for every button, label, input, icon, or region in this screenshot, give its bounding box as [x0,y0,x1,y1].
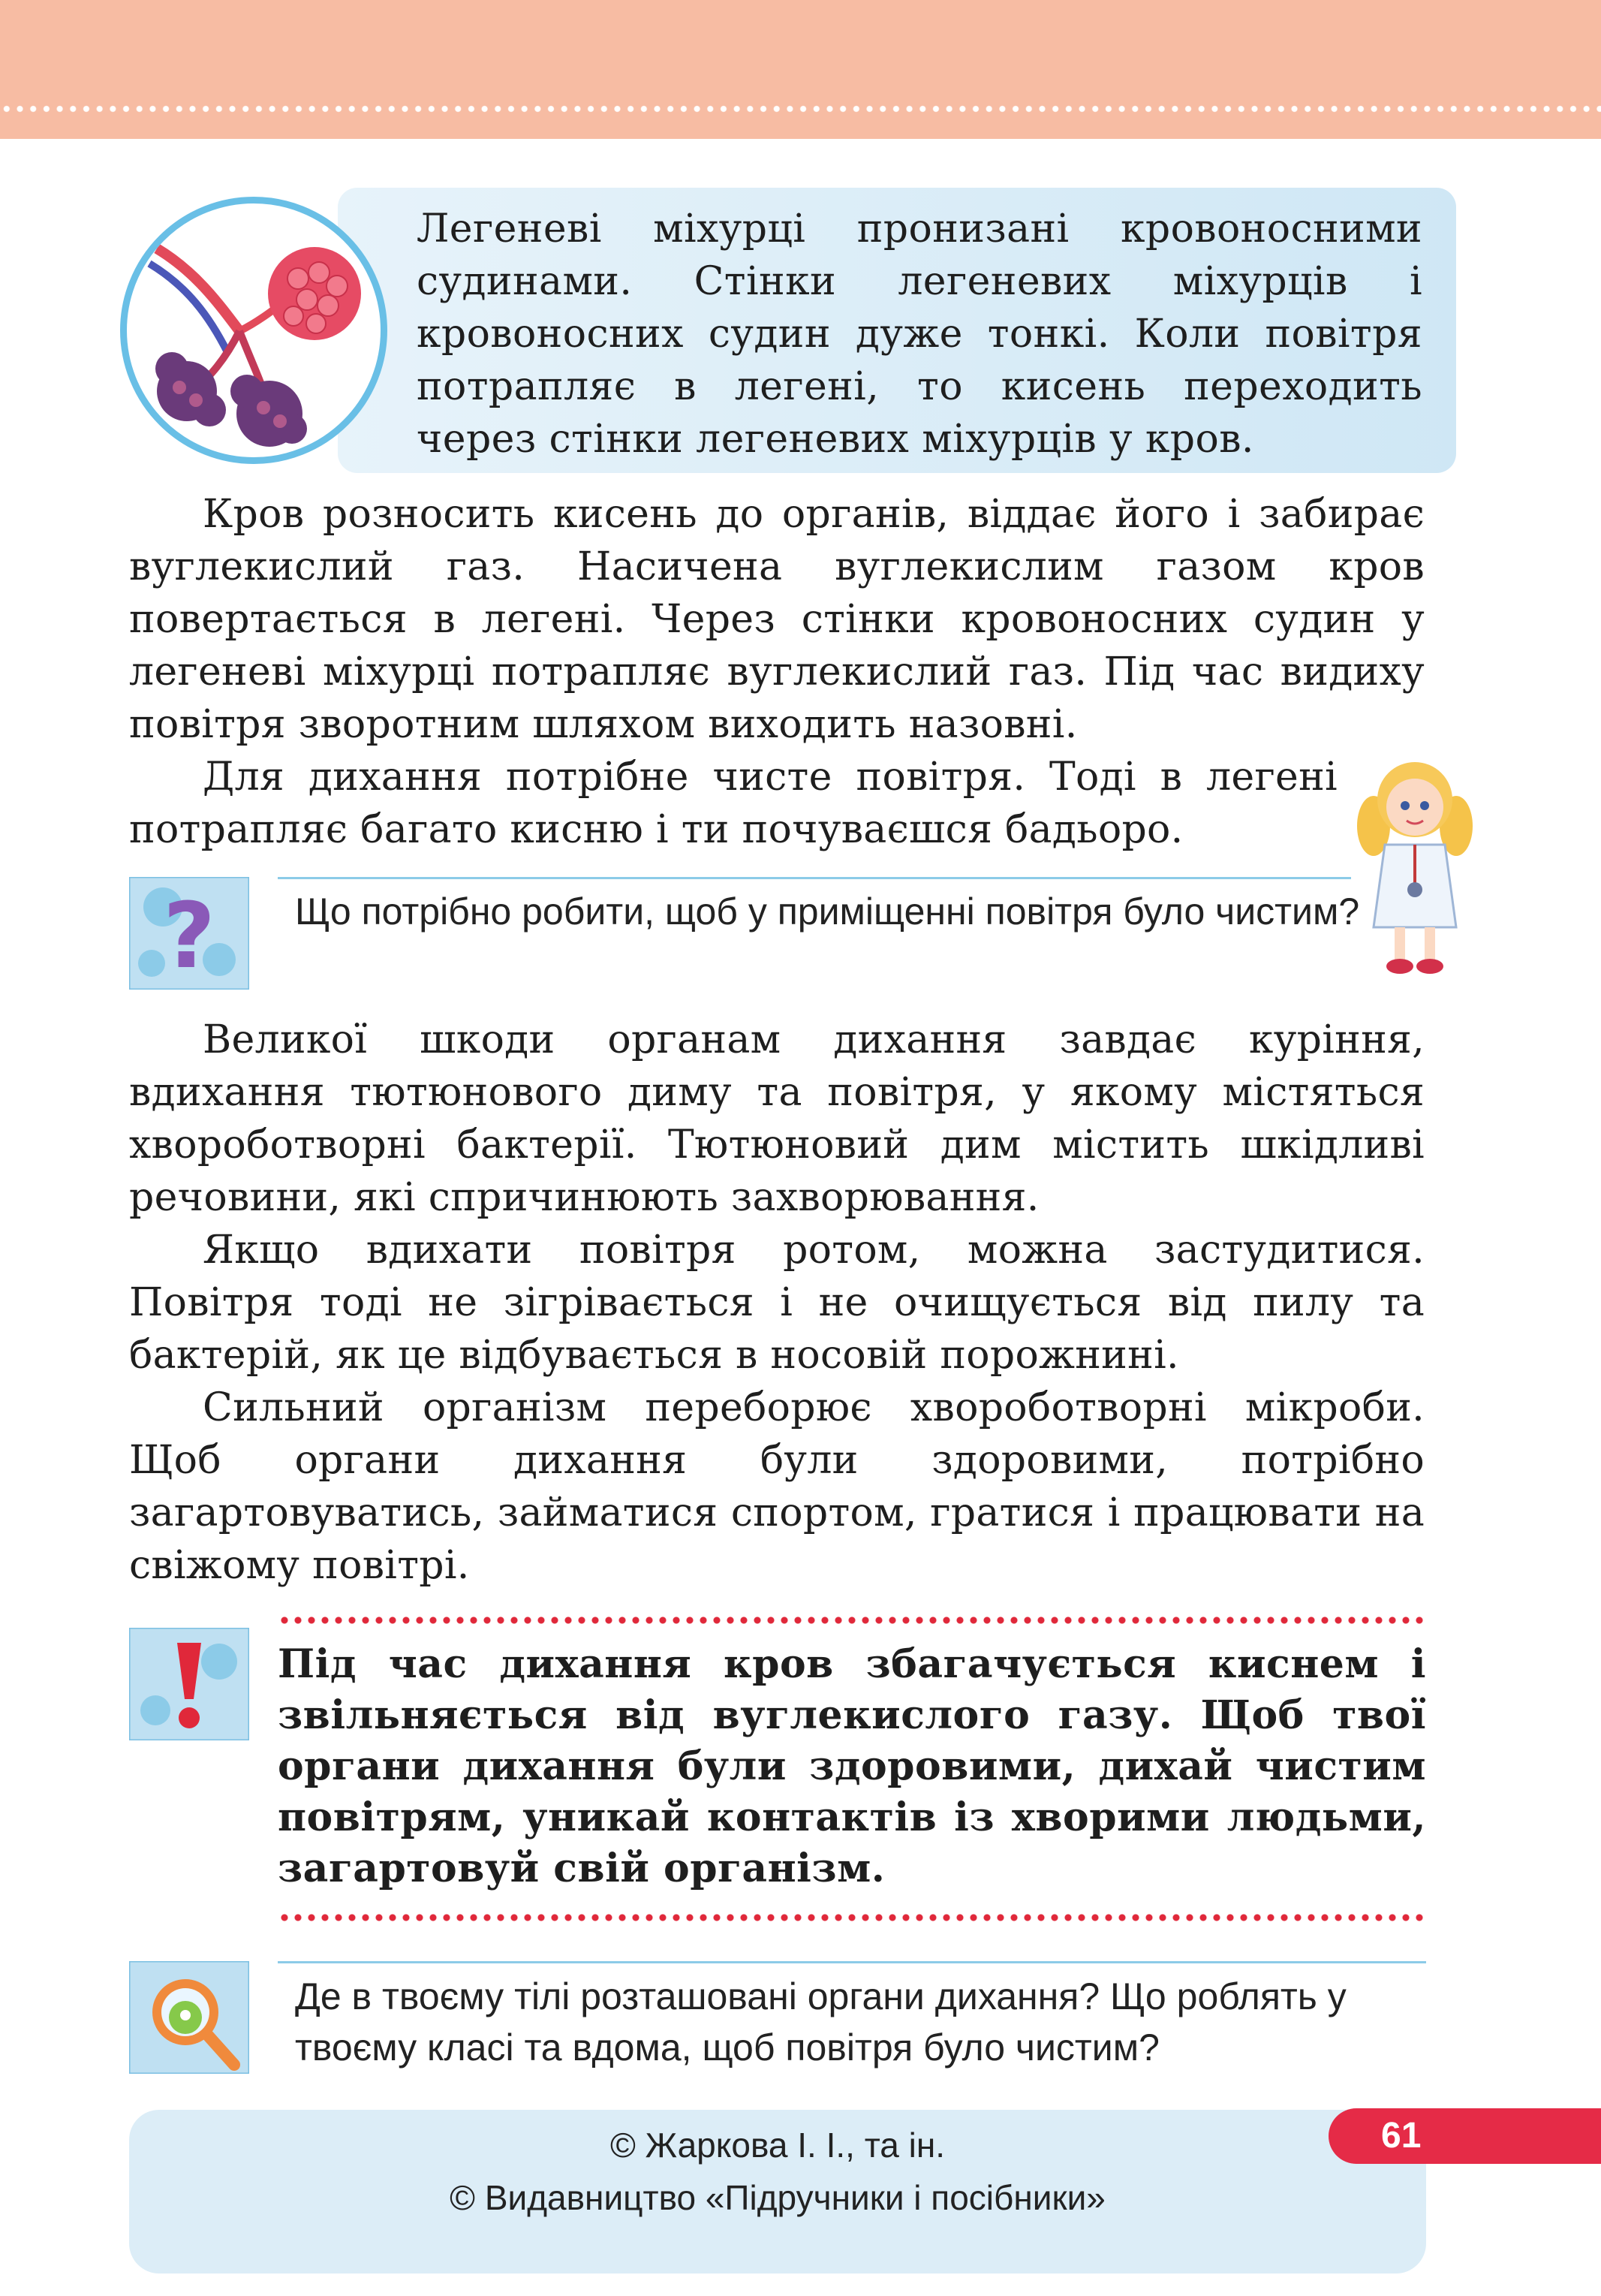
header-band [0,0,1601,139]
paragraph-text: Кров розносить кисень до органів, віддає його і забирає вуглекислий газ. Насичена вуглекислим газом кров повертається в легені. Через стінки кровоносних судин у легеневі міхурці потрапляє вуглекислий газ. Під час видиху повітря зворотним шляхом виходить назовні. [129,492,1425,747]
footer-copyright-authors: © Жаркова І. І., та ін. [609,2126,946,2165]
question-text: Що потрібно робити, щоб у приміщенні повітря було чистим? [295,890,1360,933]
paragraph-blood-transport [129,488,1425,751]
paragraph-smoking [129,1014,1425,1224]
paragraph-text: Для дихання потрібне чисте повітря. Тоді в легені потрапляє багато кисню і ти почуваєшся бадьоро. [129,755,1338,852]
paragraph-strong-organism [129,1382,1425,1592]
paragraph-mouth-breathing [129,1224,1425,1382]
important-bottom-dots [278,1913,1426,1922]
alveoli-illustration [120,197,387,464]
explore-text: Де в твоєму тілі розташовані органи дихання? Що роблять у твоєму класі та вдома, щоб повітря було чистим? [295,1975,1347,2069]
intro-text: Легеневі міхурці пронизані кровоносними судинами. Стінки легеневих міхурців і кровоносних судин дуже тонкі. Коли повітря потрапляє в легені, то кисень переходить через стінки легеневих міхурців у кров. [417,206,1422,462]
important-top-dots [278,1616,1426,1625]
header-dotted-line [0,105,1601,113]
paragraph-text: Сильний організм переборює хвороботворні мікроби. Щоб органи дихання були здоровими, потрібно загартовуватись, займатися спортом, гратися і працювати на свіжому повітрі. [129,1385,1425,1588]
paragraph-text: Якщо вдихати повітря ротом, можна застудитися. Повітря тоді не зігрівається і не очищується від пилу та бактерій, як це відбувається в носовій порожнині. [129,1228,1425,1378]
svg-text:?: ? [163,884,215,989]
girl-doctor-illustration [1351,755,1479,980]
footer-copyright-publisher: © Видавництво «Підручники і посібники» [450,2178,1106,2217]
magnifier-icon [129,1961,249,2074]
page-number: 61 [1329,2108,1601,2164]
paragraph-clean-air [129,751,1338,856]
exclamation-icon [129,1628,249,1740]
question-divider [278,877,1351,879]
explore-divider [278,1961,1426,1963]
important-text: Під час дихання кров збагачується киснем і звільняється від вуглекислого газу. Щоб твої органи дихання були здоровими, дихай чистим повітрям, уникай контактів із хворими людьми, загартовуй свій організм. [278,1641,1426,1891]
paragraph-text: Великої шкоди органам дихання завдає куріння, вдихання тютюнового диму та повітря, у якому містяться хвороботворні бактерії. Тютюновий дим містить шкідливі речовини, які спричинюють захворювання. [129,1017,1425,1220]
question-mark-icon [129,877,249,990]
